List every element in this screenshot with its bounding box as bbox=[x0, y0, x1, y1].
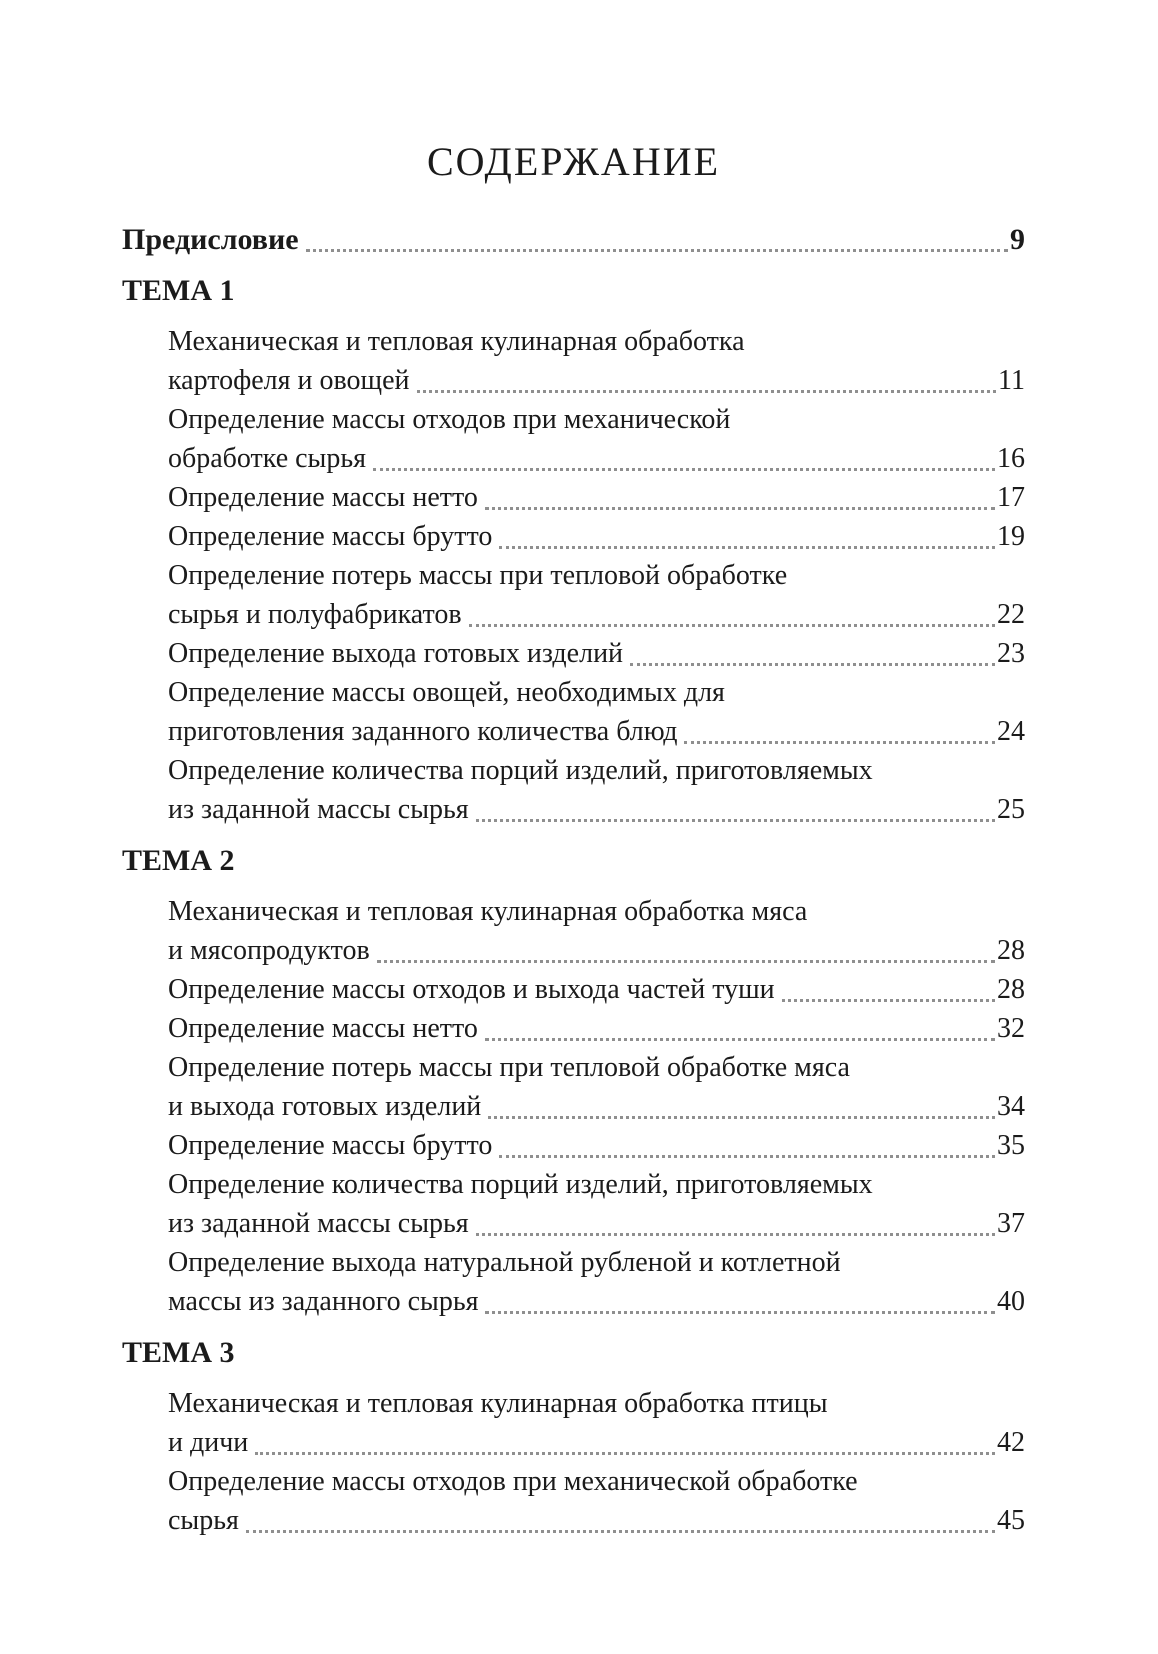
toc-entry-row bbox=[122, 1009, 1025, 1048]
toc-page-number: 28 bbox=[997, 974, 1025, 1005]
toc-entry-label: из заданной массы сырья bbox=[168, 794, 469, 825]
toc-entry-row bbox=[122, 970, 1025, 1009]
toc-entry-text-line: Определение потерь массы при тепловой обработке bbox=[168, 560, 788, 591]
toc-entry-row bbox=[122, 1384, 1025, 1462]
toc-entry-label: Предисловие bbox=[122, 223, 299, 256]
toc-entry-label: Определение выхода готовых изделий bbox=[168, 638, 624, 669]
page-title: СОДЕРЖАНИЕ bbox=[426, 139, 721, 184]
toc-entry-label: обработке сырья bbox=[168, 443, 367, 474]
toc-entry-label: и мясопродуктов bbox=[168, 935, 370, 966]
toc-list bbox=[122, 220, 1025, 1540]
dot-leader bbox=[255, 1452, 995, 1455]
dot-leader bbox=[485, 507, 995, 510]
dot-leader bbox=[476, 819, 995, 822]
toc-dotted-row bbox=[168, 517, 1025, 556]
dot-leader bbox=[499, 546, 995, 549]
toc-dotted-row bbox=[168, 361, 1025, 400]
toc-entry-text-line: Определение массы отходов при механической bbox=[168, 404, 731, 435]
toc-dotted-row bbox=[168, 1009, 1025, 1048]
toc-dotted-row bbox=[168, 790, 1025, 829]
toc-page-number: 17 bbox=[997, 482, 1025, 513]
toc-entry-label: Определение массы брутто bbox=[168, 521, 493, 552]
toc-page-number: 24 bbox=[997, 716, 1025, 747]
toc-entry-text-line: Механическая и тепловая кулинарная обработка птицы bbox=[168, 1388, 828, 1419]
toc-dotted-row bbox=[168, 931, 1025, 970]
dot-leader bbox=[630, 663, 995, 666]
toc-entry-text-line: Определение потерь массы при тепловой обработке мяса bbox=[168, 1052, 850, 1083]
dot-leader bbox=[377, 960, 995, 963]
toc-entry-row bbox=[122, 322, 1025, 400]
toc-page-number: 9 bbox=[1010, 223, 1025, 256]
toc-page-number: 19 bbox=[997, 521, 1025, 552]
toc-entry-row bbox=[122, 892, 1025, 970]
toc-entry-text-line: Определение количества порций изделий, приготовляемых bbox=[168, 1169, 873, 1200]
toc-page-number: 42 bbox=[997, 1427, 1025, 1458]
dot-leader bbox=[499, 1155, 995, 1158]
toc-entry-row bbox=[122, 1126, 1025, 1165]
toc-dotted-row bbox=[168, 970, 1025, 1009]
toc-entry-row bbox=[122, 517, 1025, 556]
toc-entry-row bbox=[122, 634, 1025, 673]
toc-page-number: 34 bbox=[997, 1091, 1025, 1122]
dot-leader bbox=[476, 1233, 995, 1236]
toc-theme-heading: ТЕМА 3 bbox=[122, 1336, 235, 1369]
toc-page-number: 22 bbox=[997, 599, 1025, 630]
toc-preface-row bbox=[122, 220, 1025, 259]
toc-page-number: 23 bbox=[997, 638, 1025, 669]
dot-leader bbox=[782, 999, 995, 1002]
toc-entry-label: массы из заданного сырья bbox=[168, 1286, 479, 1317]
toc-dotted-row bbox=[168, 1204, 1025, 1243]
toc-entry-row bbox=[122, 1462, 1025, 1540]
toc-entry-label: Определение массы нетто bbox=[168, 1013, 478, 1044]
toc-page-number: 25 bbox=[997, 794, 1025, 825]
toc-page-number: 45 bbox=[997, 1505, 1025, 1536]
toc-dotted-row bbox=[168, 1423, 1025, 1462]
dot-leader bbox=[684, 741, 995, 744]
toc-entry-row bbox=[122, 1048, 1025, 1126]
toc-page-number: 37 bbox=[997, 1208, 1025, 1239]
dot-leader bbox=[246, 1530, 995, 1533]
toc-entry-label: сырья bbox=[168, 1505, 239, 1536]
toc-dotted-row bbox=[168, 1087, 1025, 1126]
toc-entry-row bbox=[122, 673, 1025, 751]
toc-entry-row bbox=[122, 1243, 1025, 1321]
toc-page-number: 35 bbox=[997, 1130, 1025, 1161]
toc-page-number: 40 bbox=[997, 1286, 1025, 1317]
toc-dotted-row bbox=[168, 595, 1025, 634]
toc-entry-text-line: Механическая и тепловая кулинарная обработка мяса bbox=[168, 896, 808, 927]
dot-leader bbox=[485, 1311, 995, 1314]
toc-dotted-row bbox=[168, 634, 1025, 673]
toc-entry-text-line: Определение выхода натуральной рубленой и котлетной bbox=[168, 1247, 841, 1278]
toc-entry-label: приготовления заданного количества блюд bbox=[168, 716, 678, 747]
dot-leader bbox=[485, 1038, 995, 1041]
toc-entry-row bbox=[122, 478, 1025, 517]
toc-entry-label: из заданной массы сырья bbox=[168, 1208, 469, 1239]
toc-page-number: 16 bbox=[997, 443, 1025, 474]
dot-leader bbox=[306, 249, 1008, 252]
toc-dotted-row bbox=[122, 220, 1025, 259]
toc-dotted-row bbox=[168, 712, 1025, 751]
dot-leader bbox=[373, 468, 995, 471]
toc-entry-label: Определение массы брутто bbox=[168, 1130, 493, 1161]
dot-leader bbox=[469, 624, 995, 627]
toc-entry-text-line: Определение массы отходов при механической обработке bbox=[168, 1466, 858, 1497]
toc-theme-heading: ТЕМА 2 bbox=[122, 844, 235, 877]
toc-dotted-row bbox=[168, 1282, 1025, 1321]
toc-theme-heading: ТЕМА 1 bbox=[122, 274, 235, 307]
toc-entry-text-line: Определение массы овощей, необходимых для bbox=[168, 677, 725, 708]
toc-entry-row bbox=[122, 751, 1025, 829]
toc-entry-label: картофеля и овощей bbox=[168, 365, 410, 396]
toc-entry-row bbox=[122, 556, 1025, 634]
toc-entry-row bbox=[122, 1165, 1025, 1243]
toc-entry-label: Определение массы отходов и выхода частей туши bbox=[168, 974, 775, 1005]
toc-entry-text-line: Механическая и тепловая кулинарная обработка bbox=[168, 326, 745, 357]
toc-entry-row bbox=[122, 400, 1025, 478]
toc-entry-label: и дичи bbox=[168, 1427, 249, 1458]
toc-entry-text-line: Определение количества порций изделий, приготовляемых bbox=[168, 755, 873, 786]
toc-entry-label: и выхода готовых изделий bbox=[168, 1091, 482, 1122]
toc-entry-label: Определение массы нетто bbox=[168, 482, 478, 513]
dot-leader bbox=[488, 1116, 995, 1119]
toc-dotted-row bbox=[168, 439, 1025, 478]
toc-page-number: 11 bbox=[998, 365, 1025, 396]
toc-dotted-row bbox=[168, 1126, 1025, 1165]
toc-page-number: 28 bbox=[997, 935, 1025, 966]
toc-dotted-row bbox=[168, 1501, 1025, 1540]
toc-page-number: 32 bbox=[997, 1013, 1025, 1044]
toc-entry-label: сырья и полуфабрикатов bbox=[168, 599, 462, 630]
toc-dotted-row bbox=[168, 478, 1025, 517]
dot-leader bbox=[417, 390, 997, 393]
